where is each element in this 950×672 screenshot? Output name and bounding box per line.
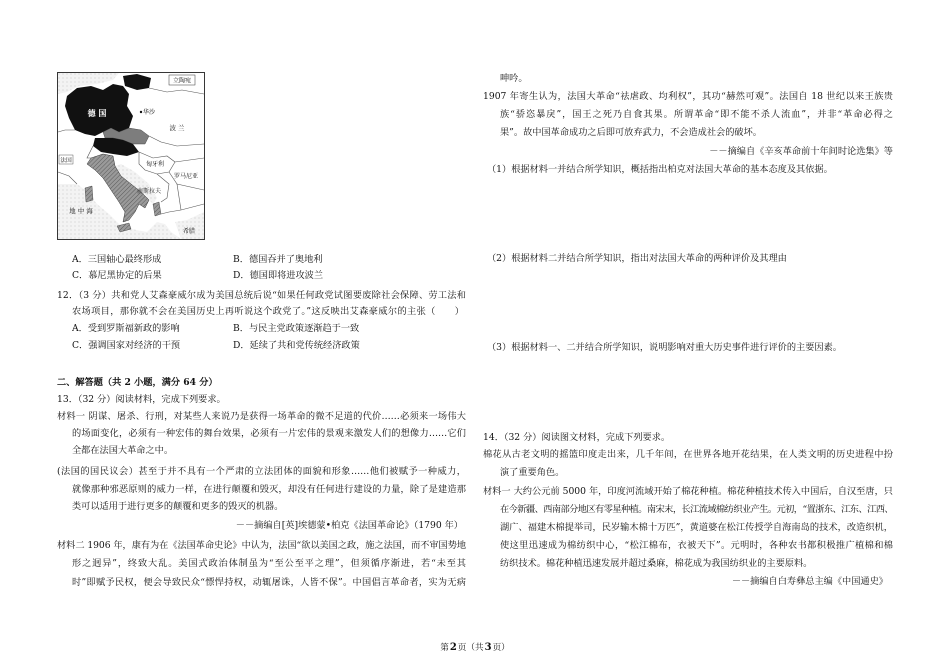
footer-page-number: 2	[449, 642, 457, 653]
page-footer	[375, 641, 575, 655]
footer-middle: 页（共	[457, 643, 484, 653]
section-title: 二、解答题（共 2 小题，满分 64 分）	[57, 377, 218, 388]
q14-material1-line: 材料一 大约公元前 5000 年，印度河流域开始了棉花种植。棉花种植技术传入中国后，自汉至唐，只	[483, 486, 893, 497]
q13-subquestion-1: （1）根据材料一并结合所学知识，概括指出柏克对法国大革命的基本态度及其依据。	[487, 164, 833, 175]
q12-option-c: C．强调国家对经济的干预	[72, 340, 181, 351]
q13-material2-source: －－摘编自《辛亥革命前十年间时论选集》等	[709, 146, 893, 157]
q13-subquestion-3: （3）根据材料一、二并结合所学知识，说明影响对重大历史事件进行评价的主要因素。	[487, 342, 842, 353]
q13-subquestion-2: （2）根据材料二并结合所学知识，指出对法国大革命的两种评价及其理由	[487, 253, 787, 264]
q13-material1-line: 材料一 阴谋、屠杀、行刑，对某些人来说乃是获得一场革命的微不足道的代价……必须来一场伟大	[57, 411, 466, 422]
map-sardinia-region	[85, 186, 93, 202]
q14-material1-line: 湖广、福建木棉提举司，民岁输木棉十万匹”，黄道婆在松江传授学自海南岛的技术，改造织机，	[500, 522, 893, 533]
map-label-mediterranean: 地 中 海	[69, 207, 93, 215]
q13-material1-line: 的场面变化，必须有一种宏伟的舞台效果，必须有一片宏伟的景观来激发人们的想像力……它们	[72, 428, 466, 439]
q11-option-a: A．三国轴心最终形成	[72, 254, 162, 265]
q11-option-d: D．德国即将进攻波兰	[233, 270, 324, 281]
q13-material2-line: 1907 年寄生认为，法国大革命“祛虐政、均利权”，其功“赫然可观”。法国自 18 世纪以来王族贵	[483, 91, 893, 102]
q13-material1-line: 全都在法国大革命之中。	[72, 445, 174, 456]
q12-option-d: D．延续了共和党传统经济政策	[233, 340, 360, 351]
q13-material2-line: 时”即赋予民权，便会导致民众“慓悍持权，动辄屠诛，人皆不保”。中国倡言革命者，实为无病	[72, 577, 466, 588]
q13-material2-line: 材料二 1906 年，康有为在《法国革命史论》中认为，法国“欲以美国之政，施之法国，而不审国势地	[57, 540, 466, 551]
q14-material1-line: 在今新疆、西南部分地区有零星种植。南宋末，长江流域棉纺织业产生。元初，“置浙东、江东、江西、	[500, 504, 893, 515]
q12-stem-line: 农场项目，那你就不会在美国历史上再听说这个政党了。”这反映出艾森豪威尔的主张（ ）	[72, 306, 464, 317]
map-label-hungary: 匈牙利	[145, 161, 165, 168]
map-label-france: 法国	[60, 158, 72, 164]
q13-material1-source: －－摘编自[英]埃德蒙•柏克《法国革命论》（1790 年）	[235, 520, 463, 531]
q13-material2-line: 形之迥异”，终致大乱。美国式政治体制虽为“至公至平之理”，但须循序渐进，若“未至其	[72, 558, 466, 569]
q12-option-b: B．与民主党政策逐渐趋于一致	[233, 323, 360, 334]
q14-material1-source: －－摘编自白寿彝总主编《中国通史》	[731, 576, 888, 587]
q11-option-b: B．德国吞并了奥地利	[233, 254, 323, 265]
q13-material1-line: 类可以适用于进行更多的颠覆和更多的毁灭的机器。	[72, 501, 284, 512]
map-warsaw-marker	[140, 111, 142, 113]
q11-option-c: C．慕尼黑协定的后果	[72, 270, 162, 281]
footer-total-pages: 3	[484, 642, 492, 653]
q13-material2-line: 呻吟。	[500, 73, 528, 84]
map-label-poland: 波 兰	[169, 124, 185, 132]
q14-intro-line: 演了重要角色。	[500, 467, 565, 478]
q14-stem: 14．（32 分）阅读图文材料，完成下列要求。	[483, 432, 671, 443]
map-label-warsaw: 华沙	[142, 109, 156, 116]
q14-intro-line: 棉花从古老文明的摇篮印度走出来，几千年间，在世界各地开花结果，在人类文明的历史进程中扮	[483, 449, 893, 460]
q13-material1-line: 就像那种邪恶原则的威力一样，在进行颠覆和毁灭，却没有任何进行建设的力量，除了是建造那	[72, 484, 466, 495]
q12-stem-line: 12．（3 分）共和党人艾森豪威尔成为美国总统后说“如果任何政党试图要废除社会保障、劳工法和	[57, 290, 466, 301]
map-label-germany: 德 国	[87, 109, 107, 118]
q14-material1-line: 纺织技术。棉花种植迅速发展并超过桑麻，棉花成为我国纺织业的主要原料。	[500, 558, 813, 569]
q13-material1-line: (法国的国民议会）甚至于并不具有一个严肃的立法团体的面貌和形象……他们被赋予一种威力，	[57, 466, 466, 477]
map-label-yugoslavia: 南斯拉夫	[136, 188, 162, 195]
q13-material2-line: 果”。故中国革命成功之后即可放弃武力，不会造成社会的破坏。	[500, 127, 762, 138]
map-label-romania: 罗马尼亚	[173, 173, 199, 180]
q13-stem: 13．（32 分）阅读材料，完成下列要求。	[57, 394, 226, 405]
map-label-greece: 希腊	[182, 228, 196, 235]
footer-suffix: 页）	[492, 643, 510, 653]
europe-map	[57, 72, 205, 240]
q14-material1-line: 使这里迅速成为棉纺织中心，“松江棉布，衣被天下”。元明时，各种农书都积极推广植棉和棉	[500, 540, 893, 551]
map-label-lithuania: 立陶宛	[172, 77, 192, 85]
q13-material2-line: 族“骄恣暴戾”，国王之死乃自食其果。所谓革命“即不能不杀人流血”，并非“革命必得之	[500, 109, 893, 120]
q12-option-a: A．受到罗斯福新政的影响	[72, 323, 180, 334]
footer-prefix: 第	[440, 643, 449, 653]
